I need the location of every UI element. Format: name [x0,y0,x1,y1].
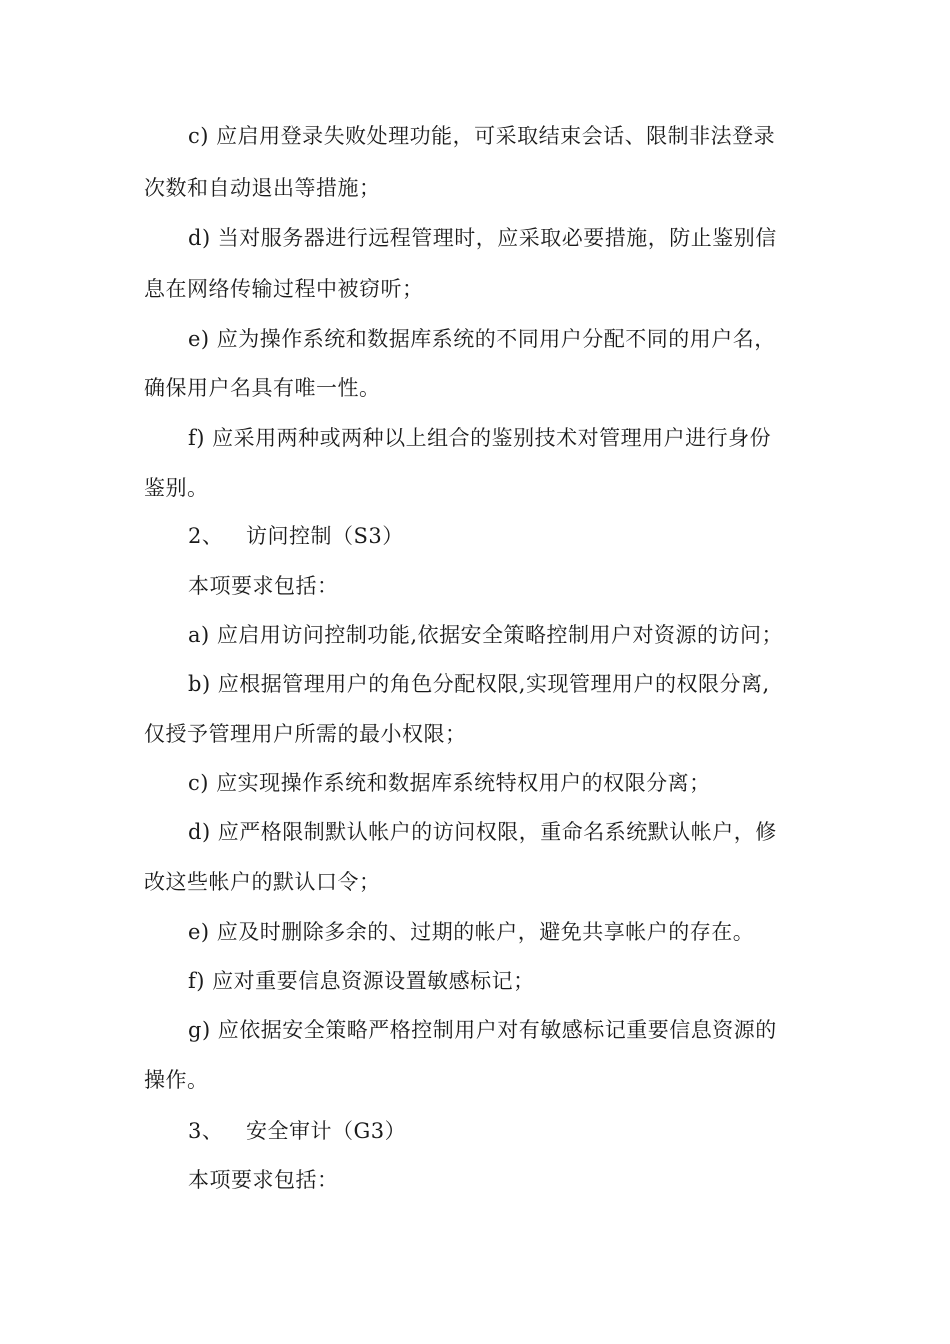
section-3-number: 3、 [188,1119,224,1143]
paragraph-d-remote-line1: d) 当对服务器进行远程管理时，应采取必要措施，防止鉴别信 [188,226,777,250]
paragraph-f-auth-line1: f) 应采用两种或两种以上组合的鉴别技术对管理用户进行身份 [188,426,772,450]
section-2-item-f: f) 应对重要信息资源设置敏感标记； [188,969,535,993]
section-2-item-b-line2: 仅授予管理用户所需的最小权限； [144,722,467,746]
section-2-item-a: a) 应启用访问控制功能,依据安全策略控制用户对资源的访问； [188,623,784,647]
section-2-heading [188,522,404,550]
section-2-item-g-line1: g) 应依据安全策略严格控制用户对有敏感标记重要信息资源的 [188,1018,777,1042]
section-3-heading [188,1117,406,1145]
section-2-title: 访问控制（S3） [246,524,404,548]
section-3-intro: 本项要求包括： [188,1168,339,1192]
section-2-item-g-line2: 操作。 [144,1068,209,1092]
paragraph-e-unique-line1: e) 应为操作系统和数据库系统的不同用户分配不同的用户名， [188,327,776,351]
paragraph-c-login-line1: c) 应启用登录失败处理功能，可采取结束会话、限制非法登录 [188,124,776,148]
section-3-title: 安全审计（G3） [246,1119,407,1143]
paragraph-d-remote-line2: 息在网络传输过程中被窃听； [144,277,424,301]
section-2-item-b-line1: b) 应根据管理用户的角色分配权限,实现管理用户的权限分离, [188,672,770,696]
section-2-item-d-line2: 改这些帐户的默认口令； [144,870,381,894]
paragraph-f-auth-line2: 鉴别。 [144,476,209,500]
section-2-item-e: e) 应及时删除多余的、过期的帐户，避免共享帐户的存在。 [188,920,755,944]
section-2-intro: 本项要求包括： [188,574,339,598]
section-2-item-c: c) 应实现操作系统和数据库系统特权用户的权限分离； [188,771,711,795]
paragraph-e-unique-line2: 确保用户名具有唯一性。 [144,376,381,400]
paragraph-c-login-line2: 次数和自动退出等措施； [144,176,381,200]
section-2-item-d-line1: d) 应严格限制默认帐户的访问权限，重命名系统默认帐户，修 [188,820,777,844]
section-2-number: 2、 [188,524,224,548]
